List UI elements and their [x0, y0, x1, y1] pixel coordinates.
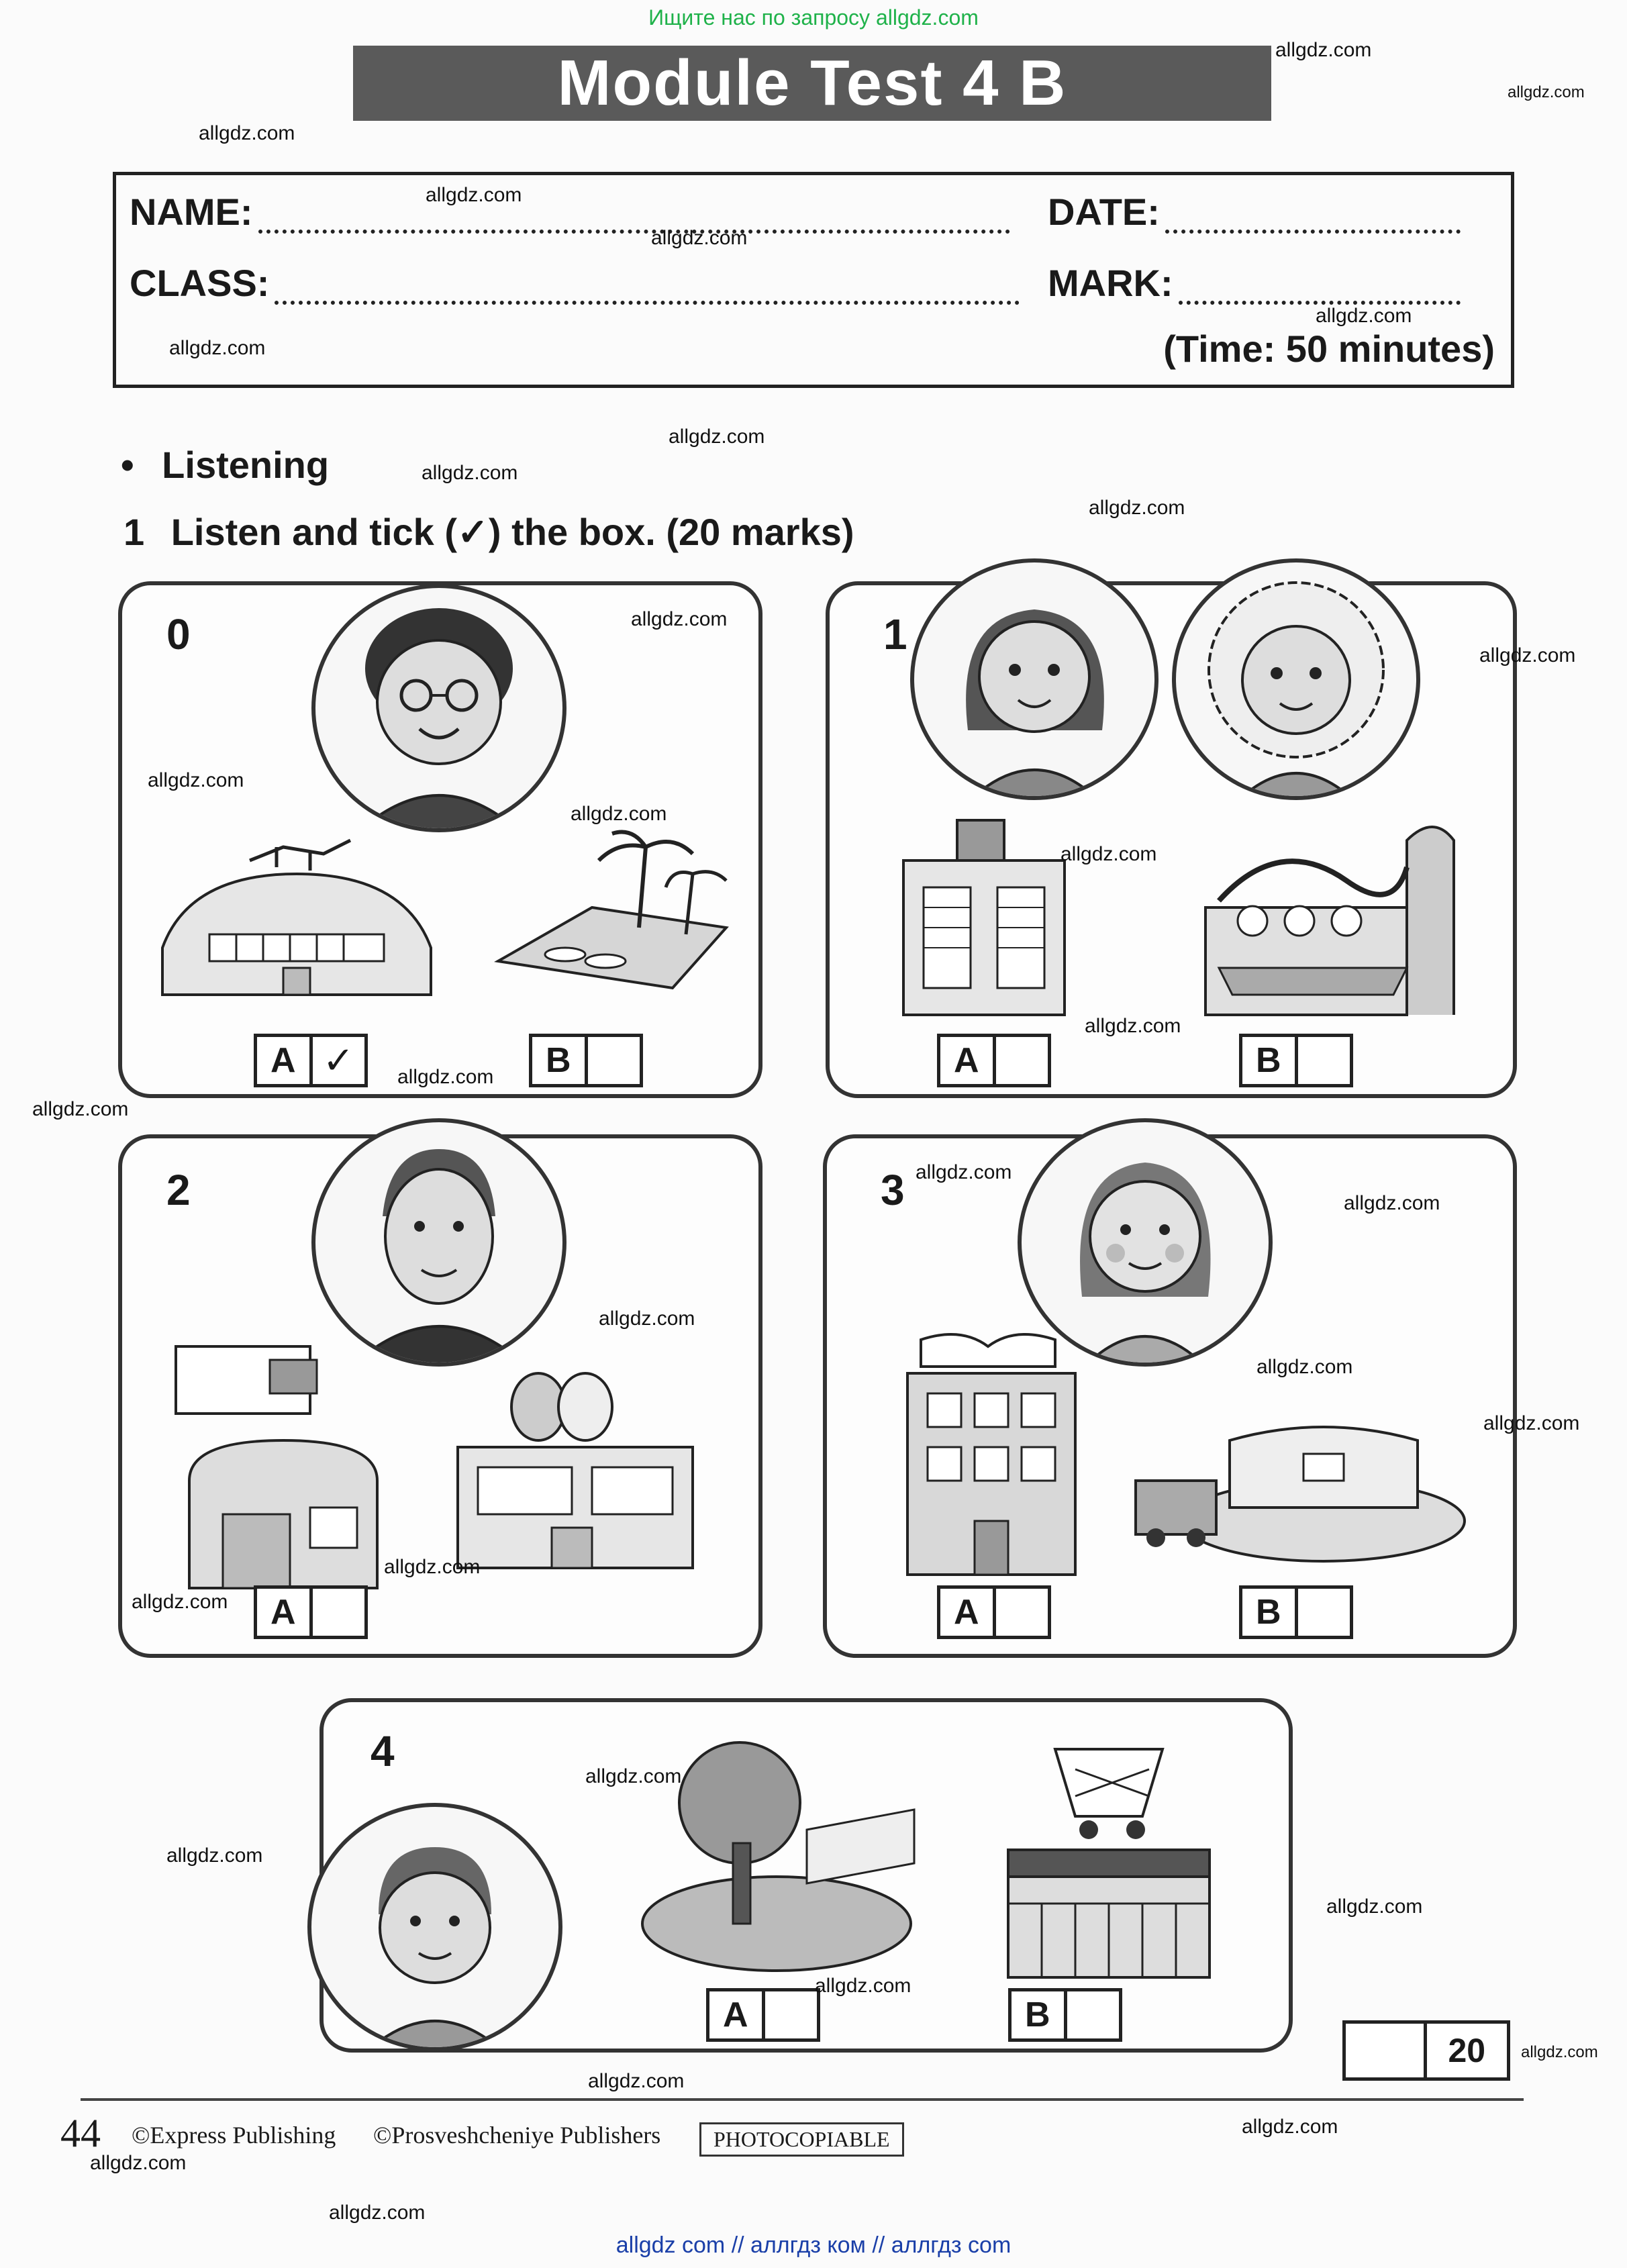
box-label: B: [1242, 1589, 1298, 1636]
watermark: allgdz.com: [571, 803, 667, 825]
tick-cell[interactable]: [1298, 1037, 1350, 1084]
watermark: allgdz.com: [1479, 644, 1576, 667]
question-number: 0: [166, 610, 191, 658]
watermark: allgdz.com: [1256, 1356, 1353, 1378]
box-label: B: [1012, 1991, 1067, 2038]
name-field: [130, 190, 1010, 234]
time-limit: (Time: 50 minutes): [1163, 328, 1495, 370]
tick-cell[interactable]: [1067, 1991, 1120, 2038]
photocopiable-label: PHOTOCOPIABLE: [699, 2122, 904, 2157]
mark-field: [1048, 261, 1461, 305]
mark-label: MARK:: [1048, 262, 1173, 304]
answer-box-b[interactable]: [1008, 1988, 1122, 2042]
top-banner[interactable]: Ищите нас по запросу allgdz.com: [648, 5, 979, 30]
amusement-park-picture: [1179, 800, 1474, 1028]
watermark: allgdz.com: [588, 2070, 685, 2092]
score-total: 20: [1448, 2032, 1486, 2069]
watermark: allgdz.com: [651, 227, 748, 249]
question-panel-2: [118, 1134, 762, 1658]
task-number: 1: [124, 511, 145, 553]
tick-cell[interactable]: [313, 1589, 365, 1636]
box-label: A: [940, 1589, 996, 1636]
answer-box-a[interactable]: [706, 1988, 820, 2042]
watermark: allgdz.com: [916, 1161, 1012, 1183]
answer-box-b[interactable]: [1239, 1585, 1353, 1639]
box-label: A: [257, 1037, 313, 1084]
question-number: 4: [371, 1727, 395, 1775]
section-heading: [121, 443, 329, 487]
answer-box-a[interactable]: [254, 1034, 368, 1087]
watermark: allgdz.com: [1316, 305, 1412, 327]
watermark: allgdz.com: [169, 337, 266, 359]
question-number: 3: [881, 1166, 905, 1214]
watermark: allgdz.com: [90, 2152, 187, 2174]
watermark: allgdz.com: [669, 426, 765, 448]
name-label: NAME:: [130, 191, 253, 233]
watermark: allgdz.com: [422, 462, 518, 484]
date-field: [1048, 190, 1461, 234]
score-input-cell[interactable]: [1346, 2024, 1427, 2077]
watermark: allgdz.com: [329, 2202, 426, 2224]
answer-box-a[interactable]: [937, 1585, 1051, 1639]
watermark: allgdz.com: [1242, 2116, 1338, 2138]
watermark: allgdz.com: [1521, 2043, 1598, 2061]
answer-box-a[interactable]: [937, 1034, 1051, 1087]
watermark: allgdz.com: [1326, 1895, 1423, 1918]
watermark: allgdz.com: [199, 122, 295, 144]
watermark: allgdz.com: [585, 1765, 682, 1787]
box-label: B: [532, 1037, 588, 1084]
watermark: allgdz.com: [1508, 83, 1585, 101]
train-station-picture: [1122, 1393, 1471, 1568]
publisher-prosveshcheniye: ©Prosveshcheniye Publishers: [373, 2122, 661, 2149]
page-number: 44: [60, 2111, 101, 2155]
watermark: allgdz.com: [397, 1066, 494, 1088]
question-panel-0: [118, 581, 762, 1098]
watermark: allgdz.com: [631, 608, 728, 630]
question-number: 1: [883, 610, 907, 658]
watermark: allgdz.com: [32, 1098, 129, 1120]
question-panel-4: [319, 1698, 1293, 2053]
park-with-palm-trees-picture: [471, 827, 740, 1001]
man-picture: [311, 1118, 566, 1367]
tick-cell[interactable]: [996, 1589, 1048, 1636]
task-text: Listen and tick (✓) the box. (20 marks): [170, 511, 854, 553]
section-label: Listening: [162, 444, 330, 486]
watermark: allgdz.com: [1483, 1412, 1580, 1434]
score-box: [1342, 2020, 1510, 2081]
girl-with-star-picture: [910, 558, 1158, 800]
tick-cell[interactable]: [765, 1991, 818, 2038]
student-info-box: [113, 172, 1514, 388]
tick-cell[interactable]: [1298, 1589, 1350, 1636]
question-number: 2: [166, 1166, 191, 1214]
watermark: allgdz.com: [599, 1308, 695, 1330]
bullet: •: [121, 444, 134, 486]
theatre-picture: [438, 1360, 720, 1581]
watermark: allgdz.com: [166, 1844, 263, 1867]
box-label: A: [940, 1037, 996, 1084]
date-label: DATE:: [1048, 191, 1160, 233]
watermark: allgdz.com: [148, 769, 244, 791]
watermark: allgdz.com: [1089, 497, 1185, 519]
boy-with-glasses-picture: [311, 584, 566, 832]
answer-box-a[interactable]: [254, 1585, 368, 1639]
footer-divider: [81, 2098, 1524, 2101]
watermark: allgdz.com: [1275, 39, 1372, 61]
supermarket-picture: [988, 1736, 1230, 1984]
publisher-express: ©Express Publishing: [132, 2122, 336, 2149]
curly-haired-girl-picture: [1172, 558, 1420, 800]
boy-picture: [307, 1803, 562, 2051]
watermark: allgdz.com: [815, 1975, 911, 1997]
box-label: B: [1242, 1037, 1298, 1084]
bottom-banner[interactable]: allgdz com // аллгдз ком // аллгдз com: [615, 2232, 1012, 2258]
watermark: allgdz.com: [1061, 843, 1157, 865]
cinema-picture: [162, 1333, 404, 1601]
page-title: Module Test 4 B: [353, 46, 1271, 121]
museum-picture: [149, 834, 444, 1008]
watermark: allgdz.com: [1344, 1192, 1440, 1214]
tick-cell[interactable]: ✓: [322, 1039, 354, 1081]
task-instruction: [124, 510, 854, 554]
watermark: allgdz.com: [132, 1591, 228, 1613]
class-label: CLASS:: [130, 262, 270, 304]
box-label: A: [257, 1589, 313, 1636]
tick-cell[interactable]: [996, 1037, 1048, 1084]
answer-box-b[interactable]: [1239, 1034, 1353, 1087]
library-picture: [881, 1326, 1102, 1581]
box-label: A: [709, 1991, 765, 2038]
tick-cell[interactable]: [588, 1037, 640, 1084]
watermark: allgdz.com: [384, 1556, 481, 1578]
answer-box-b[interactable]: [529, 1034, 643, 1087]
watermark: allgdz.com: [426, 184, 522, 206]
watermark: allgdz.com: [1085, 1015, 1181, 1037]
class-field: [130, 261, 1020, 305]
